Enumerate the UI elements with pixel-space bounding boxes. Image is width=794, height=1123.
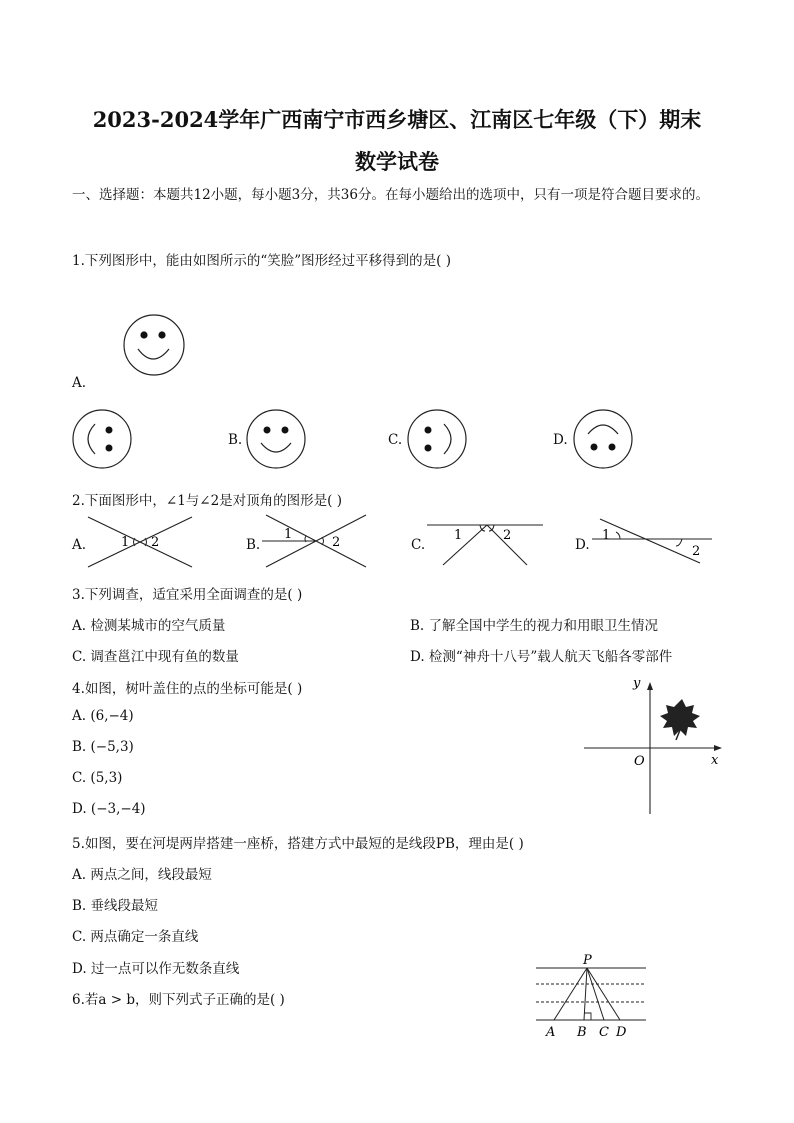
q2-option-c-label[interactable]: C. (411, 537, 426, 553)
q5-stem: 5.如图，要在河堤两岸搭建一座桥，搭建方式中最短的是线段PB，理由是( ) (72, 836, 524, 852)
point-c-label: C (599, 1025, 609, 1040)
q1-option-d-figure[interactable] (572, 408, 634, 470)
q6-stem: 6.若a > b，则下列式子正确的是( ) (72, 992, 285, 1008)
q1-stem: 1.下列图形中，能由如图所示的“笑脸”图形经过平移得到的是( ) (72, 253, 452, 269)
x-axis-label: x (711, 753, 719, 768)
q5-option-b[interactable]: B. 垂线段最短 (72, 898, 159, 914)
q1-option-c-label[interactable]: C. (388, 432, 403, 448)
q4-option-d[interactable]: D. (−3,−4) (72, 801, 146, 817)
q4-stem: 4.如图，树叶盖住的点的坐标可能是( ) (72, 681, 303, 697)
q5-bridge-figure (534, 952, 650, 1040)
q3-option-c[interactable]: C. 调查邕江中现有鱼的数量 (72, 649, 239, 665)
leaf-icon (660, 699, 700, 740)
q4-option-c[interactable]: C. (5,3) (72, 770, 123, 786)
q3-option-d[interactable]: D. 检测“神舟十八号”载人航天飞船各零部件 (410, 649, 673, 665)
q2b-angle2-label: 2 (332, 535, 341, 550)
q2-stem: 2.下面图形中，∠1与∠2是对顶角的图形是( ) (72, 493, 343, 509)
y-axis-label: y (633, 676, 641, 691)
q4-coordinate-figure (582, 676, 732, 818)
page-title: 2023-2024学年广西南宁市西乡塘区、江南区七年级（下）期末 (92, 107, 702, 132)
q2-option-c-figure[interactable] (427, 515, 545, 567)
q1-option-a-label[interactable]: A. (72, 375, 87, 391)
point-p-label: P (583, 953, 592, 968)
q3-option-b[interactable]: B. 了解全国中学生的视力和用眼卫生情况 (410, 618, 659, 634)
section-instructions: 一、选择题：本题共12小题，每小题3分，共36分。在每小题给出的选项中，只有一项是符合题目要求的。 (72, 187, 709, 203)
q2d-angle2-label: 2 (692, 544, 701, 559)
q2-option-a-figure[interactable] (88, 515, 196, 569)
q2c-angle1-label: 1 (454, 528, 463, 543)
q2-option-a-label[interactable]: A. (72, 537, 87, 553)
q5-option-c[interactable]: C. 两点确定一条直线 (72, 929, 199, 945)
q1-reference-smiley-figure (122, 313, 186, 377)
q2b-angle1-label: 1 (284, 527, 293, 542)
q2-option-b-figure[interactable] (262, 515, 372, 569)
q1-option-a-figure[interactable] (71, 408, 133, 470)
point-b-label: B (577, 1025, 587, 1040)
point-a-label: A (546, 1025, 556, 1040)
q5-option-a[interactable]: A. 两点之间，线段最短 (72, 867, 212, 883)
q2d-angle1-label: 1 (602, 528, 611, 543)
q1-option-c-figure[interactable] (406, 408, 468, 470)
q2-option-b-label[interactable]: B. (246, 537, 261, 553)
point-d-label: D (616, 1025, 627, 1040)
page-subtitle: 数学试卷 (355, 149, 439, 174)
q2c-angle2-label: 2 (503, 528, 512, 543)
q2-option-d-label[interactable]: D. (575, 537, 590, 553)
q2-option-d-figure[interactable] (592, 515, 714, 567)
q4-option-a[interactable]: A. (6,−4) (72, 708, 134, 724)
q2a-angle1-label: 1 (121, 535, 130, 550)
q3-stem: 3.下列调查，适宜采用全面调查的是( ) (72, 587, 303, 603)
q1-option-b-label[interactable]: B. (228, 432, 243, 448)
q1-option-d-label[interactable]: D. (553, 432, 568, 448)
q2a-angle2-label: 2 (151, 535, 160, 550)
origin-label: O (634, 754, 645, 769)
q3-option-a[interactable]: A. 检测某城市的空气质量 (72, 618, 226, 634)
q5-option-d[interactable]: D. 过一点可以作无数条直线 (72, 961, 240, 977)
q4-option-b[interactable]: B. (−5,3) (72, 739, 134, 755)
q1-option-b-figure[interactable] (245, 408, 307, 470)
